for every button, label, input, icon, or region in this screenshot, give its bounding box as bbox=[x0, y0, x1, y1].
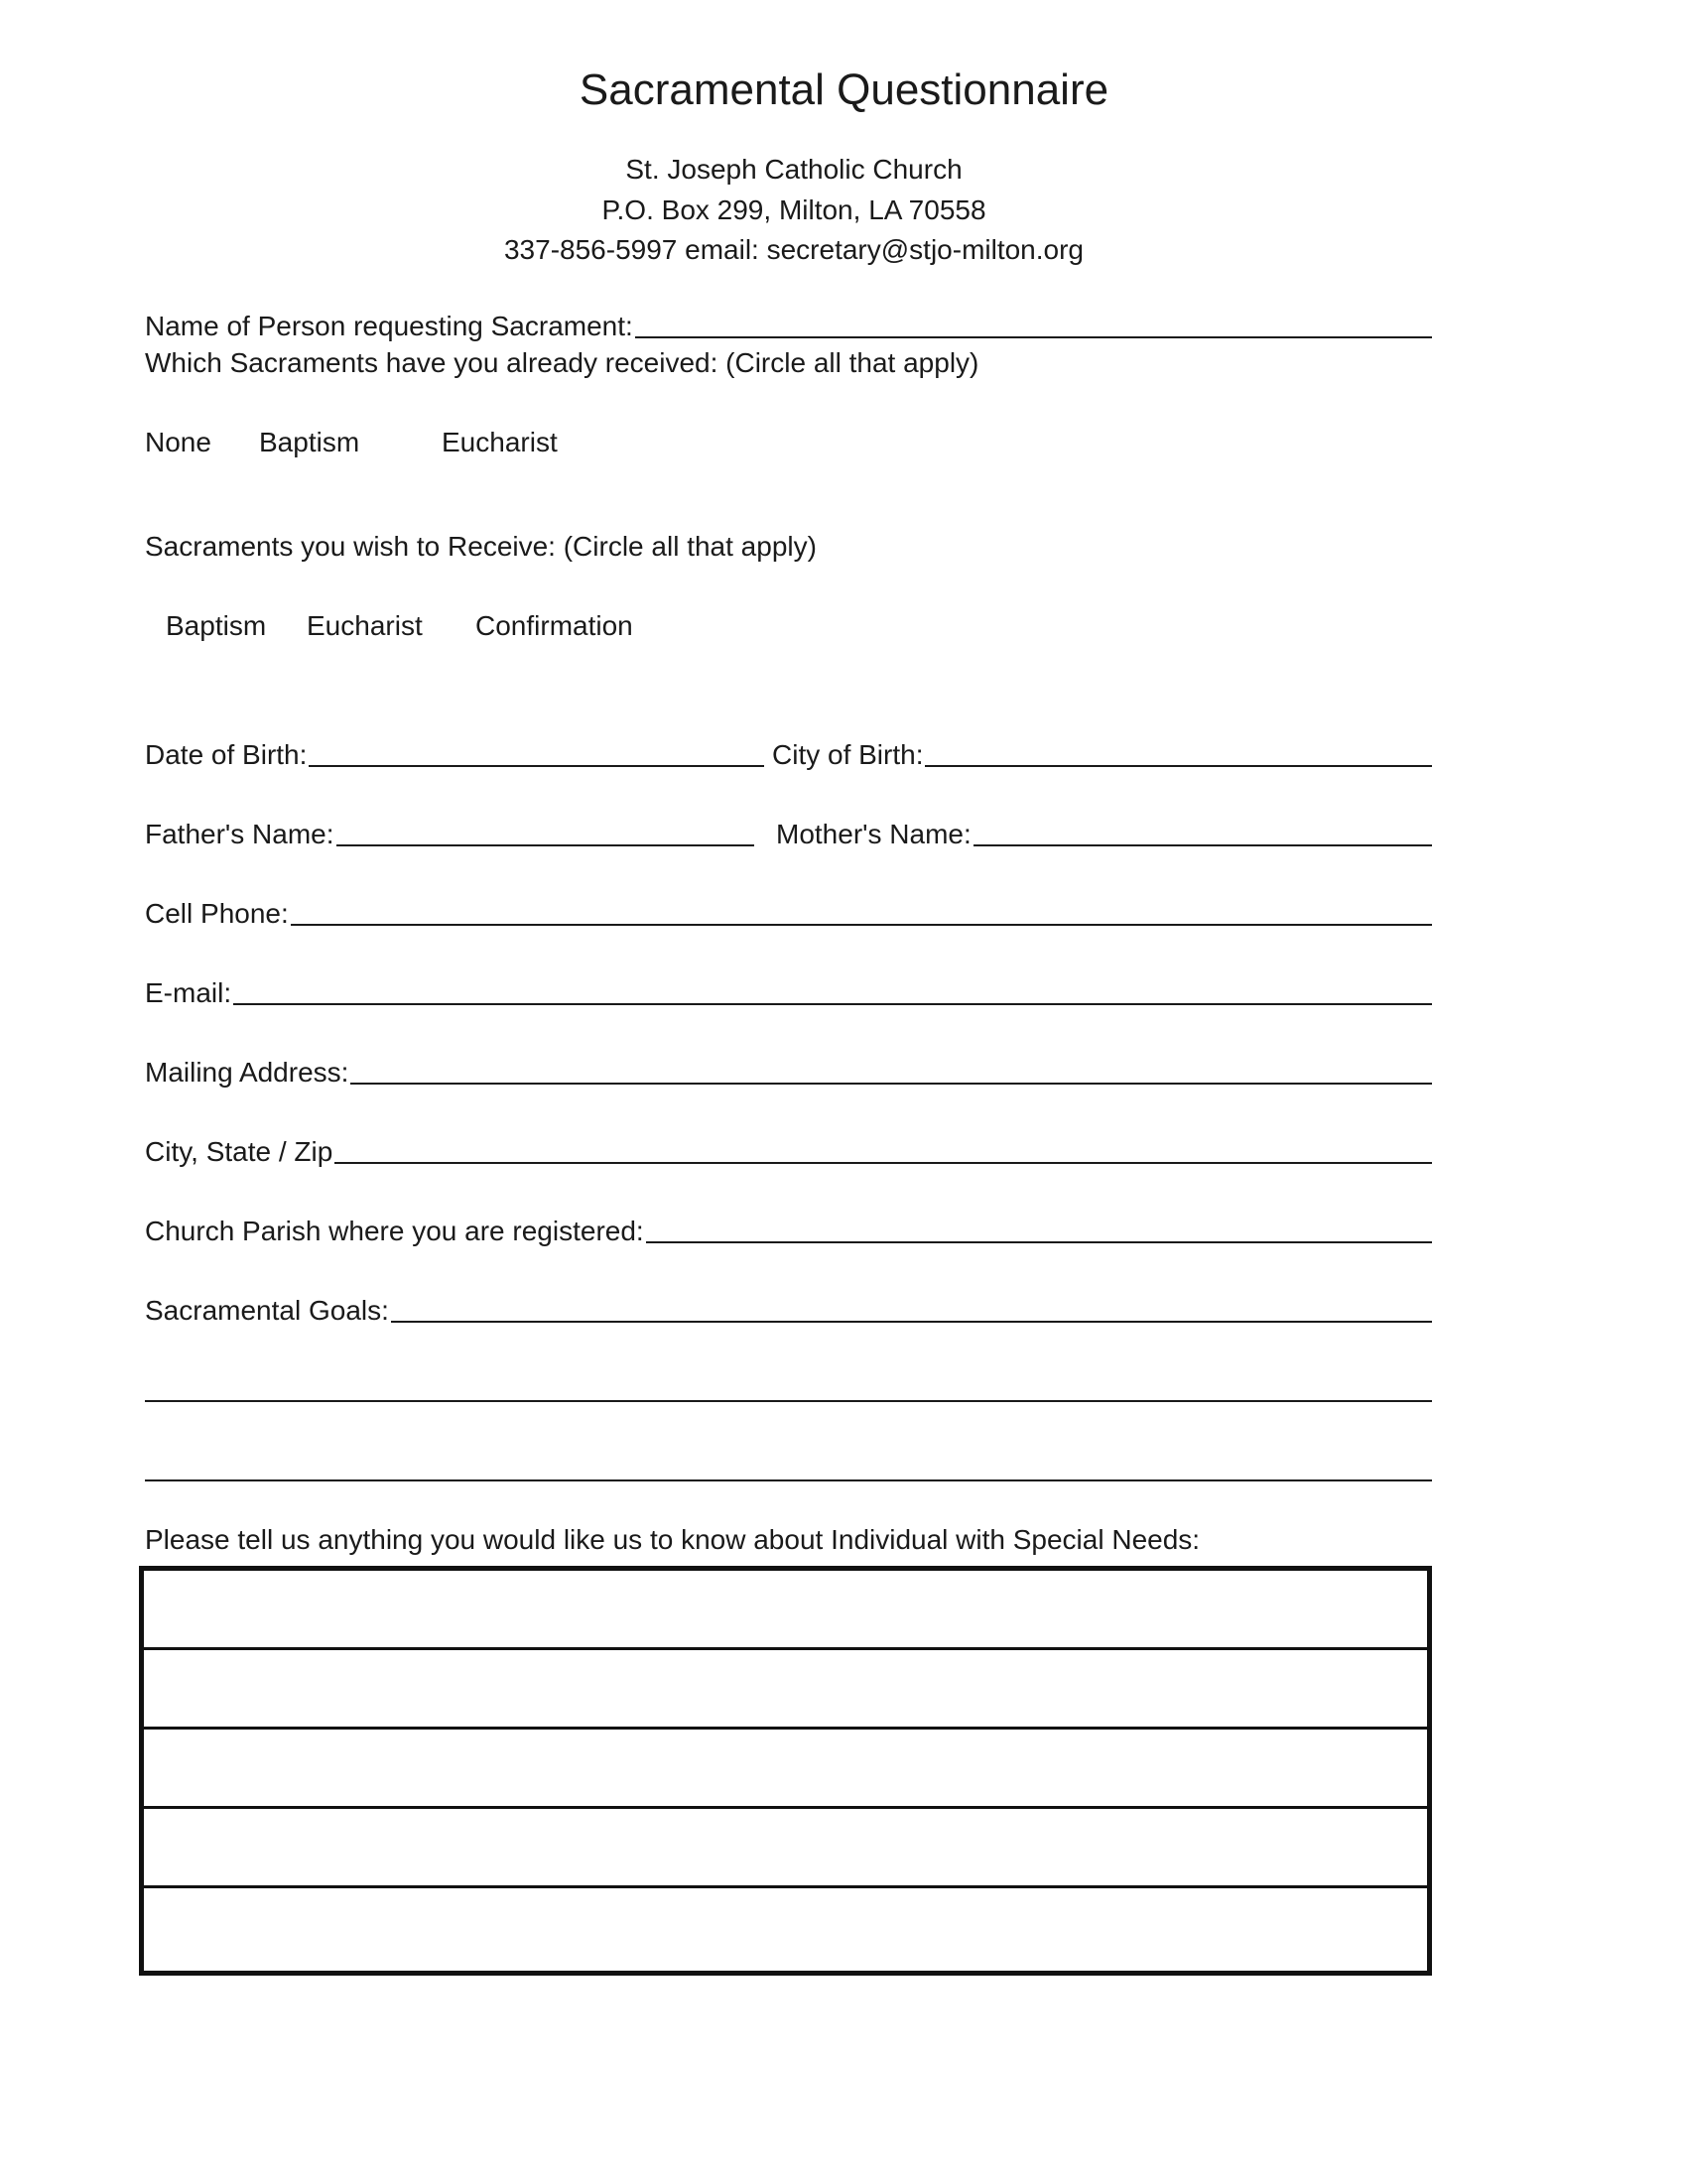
wish-option-eucharist[interactable]: Eucharist bbox=[307, 610, 423, 641]
parish-field[interactable] bbox=[145, 1209, 1432, 1248]
received-option-none[interactable]: None bbox=[145, 427, 211, 457]
special-needs-row[interactable] bbox=[144, 1888, 1427, 1971]
dob-field[interactable] bbox=[145, 732, 764, 772]
mother-input-line[interactable] bbox=[974, 844, 1432, 846]
mailing-field[interactable] bbox=[145, 1050, 1432, 1090]
father-field[interactable] bbox=[145, 812, 754, 851]
cell-input-line[interactable] bbox=[291, 924, 1432, 926]
goals-extra-line-1[interactable] bbox=[145, 1400, 1432, 1402]
page-title: Sacramental Questionnaire bbox=[579, 65, 1109, 114]
name-field[interactable] bbox=[145, 304, 1432, 343]
city-birth-input-line[interactable] bbox=[925, 765, 1432, 767]
church-name: St. Joseph Catholic Church bbox=[625, 154, 963, 185]
email-field[interactable] bbox=[145, 970, 1432, 1010]
mother-field[interactable] bbox=[776, 812, 1432, 851]
special-needs-table bbox=[139, 1566, 1432, 1976]
cell-field[interactable] bbox=[145, 891, 1432, 931]
city-birth-field[interactable] bbox=[772, 732, 1432, 772]
special-needs-row[interactable] bbox=[144, 1730, 1427, 1809]
church-address: P.O. Box 299, Milton, LA 70558 bbox=[601, 194, 986, 225]
wish-option-confirmation[interactable]: Confirmation bbox=[475, 610, 633, 641]
father-label: Father's Name: bbox=[145, 819, 334, 849]
dob-input-line[interactable] bbox=[309, 765, 764, 767]
city-state-zip-field[interactable] bbox=[145, 1129, 1432, 1169]
cell-label: Cell Phone: bbox=[145, 898, 289, 929]
special-needs-row[interactable] bbox=[144, 1650, 1427, 1730]
goals-input-line[interactable] bbox=[391, 1321, 1432, 1323]
parish-input-line[interactable] bbox=[646, 1241, 1432, 1243]
name-input-line[interactable] bbox=[635, 336, 1432, 338]
mother-label: Mother's Name: bbox=[776, 819, 972, 849]
special-needs-row[interactable] bbox=[144, 1809, 1427, 1888]
father-input-line[interactable] bbox=[336, 844, 754, 846]
name-label: Name of Person requesting Sacrament: bbox=[145, 311, 633, 341]
mailing-input-line[interactable] bbox=[350, 1083, 1432, 1085]
city-birth-label: City of Birth: bbox=[772, 739, 924, 770]
goals-label: Sacramental Goals: bbox=[145, 1295, 389, 1326]
dob-label: Date of Birth: bbox=[145, 739, 308, 770]
email-label: E-mail: bbox=[145, 977, 232, 1008]
received-option-eucharist[interactable]: Eucharist bbox=[442, 427, 558, 457]
church-contact: 337-856-5997 email: secretary@stjo-milton.org bbox=[503, 234, 1085, 265]
parish-label: Church Parish where you are registered: bbox=[145, 1216, 644, 1246]
email-input-line[interactable] bbox=[233, 1003, 1432, 1005]
wish-option-baptism[interactable]: Baptism bbox=[166, 610, 267, 641]
received-prompt: Which Sacraments have you already received: (Circle all that apply) bbox=[145, 347, 979, 378]
goals-field[interactable] bbox=[145, 1288, 1432, 1328]
goals-extra-line-2[interactable] bbox=[145, 1479, 1432, 1481]
wish-prompt: Sacraments you wish to Receive: (Circle all that apply) bbox=[145, 531, 817, 562]
received-option-baptism[interactable]: Baptism bbox=[259, 427, 360, 457]
city-state-zip-input-line[interactable] bbox=[334, 1162, 1432, 1164]
special-needs-prompt: Please tell us anything you would like us to know about Individual with Special Needs: bbox=[145, 1524, 1201, 1555]
special-needs-row[interactable] bbox=[144, 1571, 1427, 1650]
mailing-label: Mailing Address: bbox=[145, 1057, 349, 1088]
city-state-zip-label: City, State / Zip bbox=[145, 1136, 333, 1167]
